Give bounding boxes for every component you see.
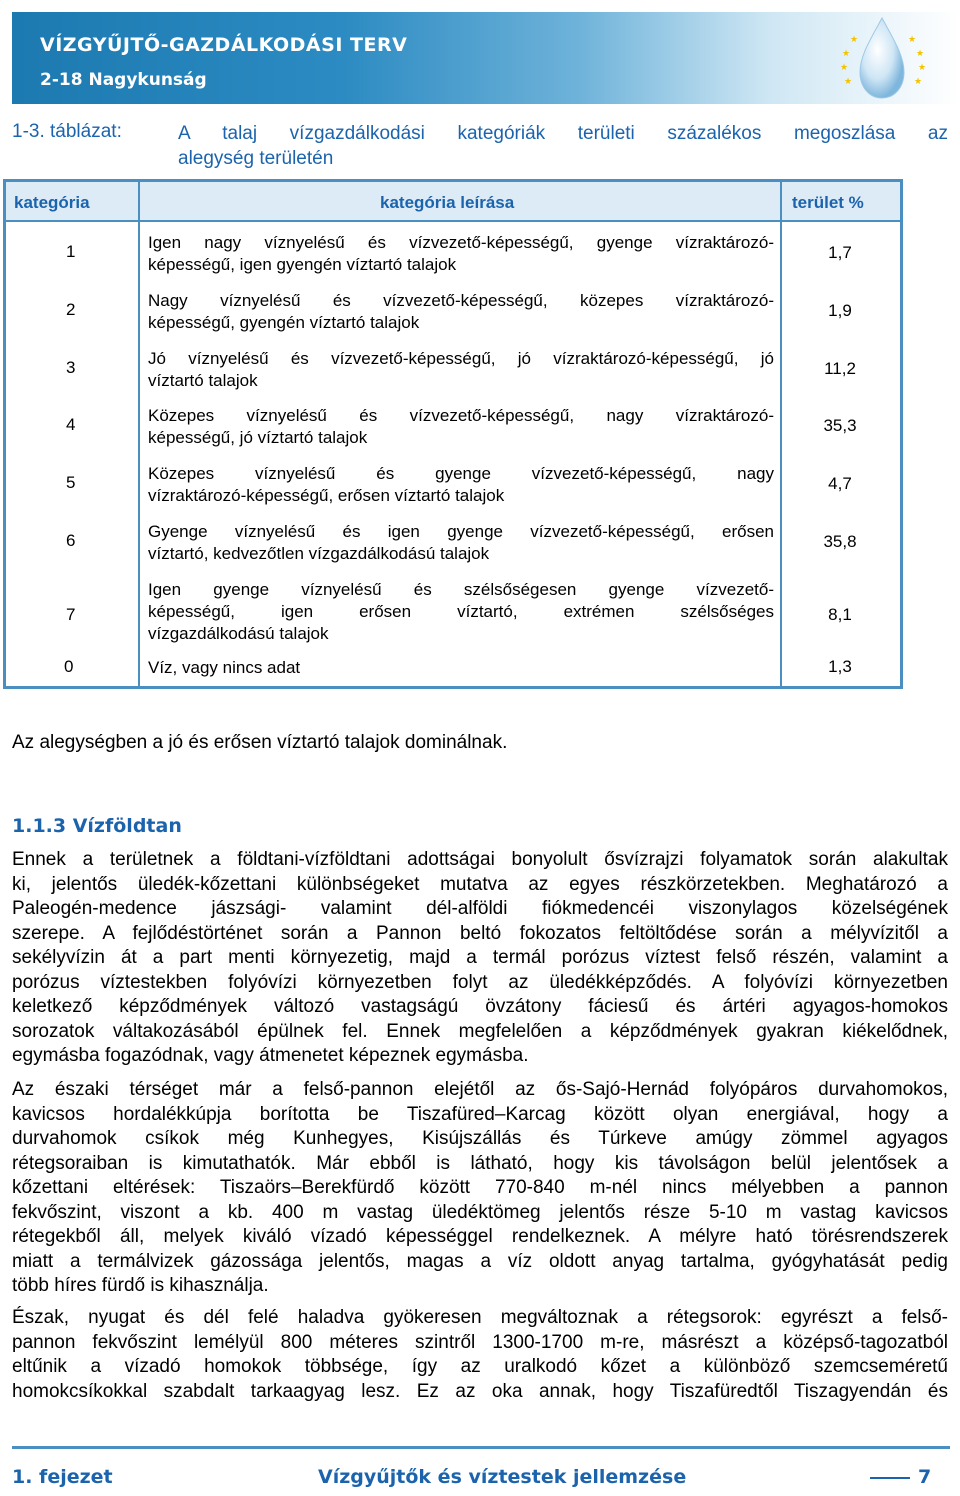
- area-percent: 1,3: [828, 657, 852, 676]
- description-line: Közepes víznyelésű és vízvezető-képességű, nagy vízraktározó-: [148, 406, 774, 425]
- paragraph-line: miatt a termálvizek gázossága jelentős, magas a víz oldott anyag tartalma, gyógyhatását pedig: [12, 1250, 948, 1272]
- description-line: Nagy víznyelésű és vízvezető-képességű, közepes vízraktározó-: [148, 291, 774, 310]
- paragraph-line: homokcsíkokkal szabdalt tarkaagyag lesz. Ez az oka annak, hogy Tiszafüredtől Tiszagyendán és: [12, 1380, 948, 1402]
- description-line: Igen gyenge víznyelésű és szélsőségesen gyenge vízvezető-: [148, 580, 774, 599]
- paragraph-line: kőzettani eltérések: Tiszaörs–Berekfürdő között 770-840 m-nél nincs mélyebben a pannon: [12, 1177, 948, 1198]
- footer-dash: [870, 1477, 910, 1479]
- body-paragraph: [12, 1306, 948, 1404]
- area-percent: 11,2: [824, 359, 856, 378]
- table-row: [6, 286, 900, 340]
- category-description: [148, 348, 774, 392]
- category-description: [148, 657, 774, 679]
- table-row: [6, 517, 900, 571]
- soil-category-table: [3, 179, 903, 689]
- footer-chapter: 1. fejezet: [12, 1466, 113, 1488]
- eu-stars-water-drop-logo: [812, 12, 950, 104]
- table-row: [6, 401, 900, 455]
- caption-line: A talaj vízgazdálkodási kategóriák területi százalékos megoszlása az: [178, 123, 948, 144]
- column-header-area: terület %: [792, 193, 864, 212]
- category-number: 5: [66, 473, 76, 492]
- page-number: 7: [918, 1466, 932, 1488]
- summary-text: Az alegységben a jó és erősen víztartó talajok dominálnak.: [12, 732, 508, 753]
- description-line: Jó víznyelésű és vízvezető-képességű, jó vízraktározó-képességű, jó: [148, 349, 774, 368]
- footer-title: Vízgyűjtők és víztestek jellemzése: [318, 1466, 687, 1488]
- description-line: képességű, igen erősen víztartó, extrémen szélsőséges: [148, 602, 774, 621]
- paragraph-line: Paleogén-medence jászsági- valamint dél-alföldi fiókmedencéi viszonylagos közelségének: [12, 898, 948, 919]
- table-header-row: [6, 182, 900, 222]
- category-description: [148, 232, 774, 276]
- area-percent: 1,7: [828, 243, 852, 262]
- svg-text:★: ★: [914, 77, 923, 87]
- footer-rule: [12, 1446, 950, 1449]
- paragraph-line: fekvőszint, viszont a kb. 400 m vastag üledéktömeg jelentős része 5-10 m vastag kavicsos: [12, 1201, 948, 1223]
- category-number: 3: [66, 358, 76, 377]
- paragraph-line: rétegekből áll, melyek kiváló vízadó képességgel rendelkeznek. A mélyre ható törésrendszerek: [12, 1226, 948, 1247]
- svg-text:★: ★: [916, 49, 925, 59]
- body-paragraph: [12, 1078, 948, 1299]
- svg-text:★: ★: [850, 35, 859, 45]
- area-percent: 1,9: [828, 301, 852, 320]
- category-number: 6: [66, 531, 76, 550]
- description-line: képességű, igen gyengén víztartó talajok: [148, 255, 457, 274]
- description-line: víztartó talajok: [148, 371, 258, 390]
- paragraph-line: eltűnik a vízadó homokok többsége, így az uralkodó kőzet a különböző szemcseméretű: [12, 1356, 948, 1377]
- category-number: 1: [66, 242, 76, 261]
- table-row: [6, 459, 900, 513]
- category-description: [148, 579, 774, 645]
- category-description: [148, 290, 774, 334]
- category-description: [148, 405, 774, 449]
- table-caption-label: 1-3. táblázat:: [12, 121, 122, 142]
- table-row: [6, 228, 900, 282]
- description-line: vízraktározó-képességű, erősen víztartó talajok: [148, 486, 505, 505]
- paragraph-line: kavicsos hordalékkúpja borította be Tiszafüred–Karcag között olyan energiával, hogy a: [12, 1103, 948, 1125]
- paragraph-line: durvahomok csíkok még Kunhegyes, Kisújszállás és Túrkeve amúgy zömmel agyagos: [12, 1128, 948, 1149]
- description-line: Igen nagy víznyelésű és vízvezető-képességű, gyenge vízraktározó-: [148, 233, 774, 252]
- caption-line: alegység területén: [178, 148, 334, 169]
- area-percent: 35,3: [823, 416, 857, 435]
- paragraph-line: sekélyvízin át a part menti környezetig, majd a termál porózus víztest felső részén, valamint a: [12, 947, 948, 968]
- section-heading: 1.1.3 Vízföldtan: [12, 815, 182, 837]
- paragraph-line: sorozatok váltakozásából épülnek fel. Ennek megfelelően a képződmények gyakran kiékelődnek,: [12, 1020, 948, 1042]
- svg-text:★: ★: [842, 49, 851, 59]
- category-number: 2: [66, 300, 76, 319]
- table-row: [6, 657, 900, 681]
- column-header-description: kategória leírása: [380, 193, 515, 212]
- category-description: [148, 463, 774, 507]
- table-row: [6, 344, 900, 398]
- category-number: 4: [66, 415, 76, 434]
- description-line: vízgazdálkodású talajok: [148, 624, 329, 643]
- paragraph-line: porózus víztestekben folyóvízi környezetben folyt az üledékképződés. A folyóvízi környezetben: [12, 971, 948, 993]
- category-number: 0: [64, 657, 74, 676]
- document-title: VÍZGYŰJTŐ-GAZDÁLKODÁSI TERV: [40, 34, 408, 56]
- category-description: [148, 521, 774, 565]
- paragraph-line: több híres fürdő is kihasználja.: [12, 1275, 269, 1296]
- paragraph-line: keletkező képződmények változó vastagságú övzátony fáciesű és ártéri agyagos-homokos: [12, 996, 948, 1017]
- svg-text:★: ★: [908, 35, 917, 45]
- description-line: képességű, gyengén víztartó talajok: [148, 313, 420, 332]
- area-percent: 4,7: [828, 474, 852, 493]
- description-line: Víz, vagy nincs adat: [148, 658, 301, 677]
- table-caption-text: [178, 121, 948, 171]
- svg-text:★: ★: [918, 63, 927, 73]
- paragraph-line: pannon fekvőszint lemélyül 800 méteres szintről 1300-1700 m-re, másrészt a középső-tagozatból: [12, 1331, 948, 1353]
- description-line: Gyenge víznyelésű és igen gyenge vízvezető-képességű, erősen: [148, 522, 774, 541]
- paragraph-line: Ennek a területnek a földtani-vízföldtani adottságai bonyolult ősvízrajzi folyamatok során alakultak: [12, 849, 948, 870]
- paragraph-line: rétegsoraiban is kimutathatók. Már ebből is látható, hogy kis távolságon belül jelentősek a: [12, 1152, 948, 1174]
- description-line: Közepes víznyelésű és gyenge vízvezető-képességű, nagy: [148, 464, 774, 483]
- svg-text:★: ★: [840, 63, 849, 73]
- paragraph-line: Észak, nyugat és dél felé haladva gyökeresen megváltoznak a rétegsorok: egyrészt a felső-: [12, 1307, 948, 1328]
- description-line: víztartó, kedvezőtlen vízgazdálkodású talajok: [148, 544, 490, 563]
- paragraph-line: egymásba fogazódnak, vagy átmenetet képeznek egymásba.: [12, 1045, 529, 1066]
- body-paragraph: [12, 848, 948, 1069]
- paragraph-line: Az északi térséget már a felső-pannon elejétől az ős-Sajó-Hernád folyópáros durvahomokos,: [12, 1079, 948, 1100]
- category-number: 7: [66, 605, 76, 624]
- paragraph-line: ki, jelentős üledék-kőzettani különbségeket mutatva az egyes részkörzetekben. Meghatározó a: [12, 873, 948, 895]
- area-percent: 8,1: [828, 605, 852, 624]
- svg-text:★: ★: [844, 77, 853, 87]
- document-subtitle: 2-18 Nagykunság: [40, 70, 207, 90]
- description-line: képességű, jó víztartó talajok: [148, 428, 368, 447]
- paragraph-line: szerepe. A fejlődéstörténet során a Pannon beltó fokozatos feltöltődése során a mélyvízitől a: [12, 922, 948, 944]
- area-percent: 35,8: [823, 532, 857, 551]
- table-row: [6, 575, 900, 655]
- column-header-category: kategória: [14, 193, 90, 212]
